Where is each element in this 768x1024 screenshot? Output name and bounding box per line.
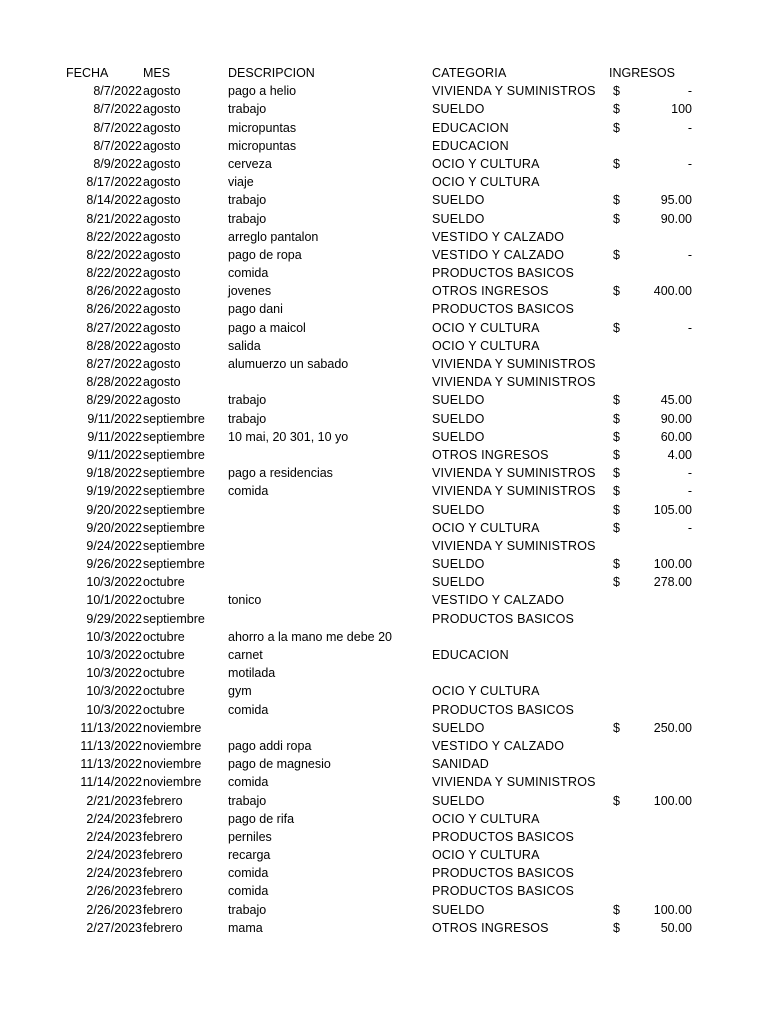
table-row [0, 137, 768, 155]
cell-ingresos[interactable]: 100.00 [653, 793, 692, 808]
cell-mes[interactable]: octubre [143, 648, 185, 662]
cell-mes[interactable]: septiembre [143, 502, 205, 517]
cell-categoria[interactable]: SUELDO [432, 429, 485, 444]
table-row [0, 555, 768, 573]
cell-mes[interactable]: agosto [143, 120, 181, 135]
cell-fecha[interactable]: 10/3/2022 [86, 702, 142, 717]
cell-categoria[interactable]: SUELDO [432, 211, 485, 226]
cell-mes[interactable]: agosto [143, 193, 181, 208]
cell-fecha[interactable]: 2/24/2023 [86, 866, 142, 881]
table-row [0, 646, 768, 664]
cell-mes[interactable]: noviembre [143, 757, 202, 772]
cell-currency[interactable]: $ [613, 247, 620, 262]
cell-descripcion[interactable]: perniles [228, 829, 272, 844]
table-row [0, 464, 768, 482]
cell-descripcion[interactable]: pago de rifa [228, 811, 295, 826]
cell-fecha[interactable]: 8/7/2022 [93, 102, 142, 117]
cell-currency[interactable]: $ [613, 720, 620, 735]
table-row [0, 882, 768, 900]
cell-categoria[interactable]: OCIO Y CULTURA [432, 338, 540, 353]
cell-mes[interactable]: octubre [143, 666, 185, 681]
cell-fecha[interactable]: 8/7/2022 [93, 84, 142, 99]
cell-currency[interactable]: $ [613, 102, 620, 117]
table-row [0, 537, 768, 555]
cell-categoria[interactable]: PRODUCTOS BASICOS [432, 302, 575, 317]
cell-mes[interactable]: septiembre [143, 538, 205, 553]
cell-ingresos[interactable]: - [687, 156, 692, 171]
cell-mes[interactable]: agosto [143, 393, 181, 408]
cell-ingresos[interactable]: 100 [671, 102, 692, 117]
cell-currency[interactable]: $ [613, 484, 620, 499]
cell-categoria[interactable]: VIVIENDA Y SUMINISTROS [432, 775, 596, 790]
cell-fecha[interactable]: 2/21/2023 [86, 793, 142, 808]
cell-categoria[interactable]: EDUCACION [432, 138, 509, 153]
cell-mes[interactable]: noviembre [143, 720, 202, 735]
cell-mes[interactable]: febrero [143, 811, 183, 826]
table-row [0, 391, 768, 409]
cell-ingresos[interactable]: 50.00 [660, 920, 692, 935]
cell-fecha[interactable]: 8/17/2022 [86, 175, 142, 190]
cell-mes[interactable]: agosto [143, 302, 181, 317]
cell-categoria[interactable]: EDUCACION [432, 648, 509, 662]
cell-fecha[interactable]: 8/7/2022 [93, 138, 142, 153]
cell-currency[interactable]: $ [613, 211, 620, 226]
cell-ingresos[interactable]: 100.00 [653, 902, 692, 917]
header-mes: MES [143, 66, 171, 80]
cell-mes[interactable]: octubre [143, 575, 185, 590]
cell-mes[interactable]: agosto [143, 156, 181, 171]
cell-categoria[interactable]: SUELDO [432, 793, 485, 808]
cell-currency[interactable]: $ [613, 84, 620, 99]
cell-categoria[interactable]: SUELDO [432, 902, 485, 917]
cell-fecha[interactable]: 8/28/2022 [86, 338, 142, 353]
cell-descripcion[interactable]: pago de magnesio [228, 757, 331, 772]
cell-descripcion[interactable]: cerveza [228, 156, 272, 171]
cell-mes[interactable]: agosto [143, 102, 181, 117]
cell-currency[interactable]: $ [613, 393, 620, 408]
table-row [0, 773, 768, 791]
cell-categoria[interactable]: VESTIDO Y CALZADO [432, 229, 565, 244]
cell-ingresos[interactable]: 95.00 [660, 193, 692, 208]
cell-categoria[interactable]: VESTIDO Y CALZADO [432, 738, 565, 753]
cell-ingresos[interactable]: - [687, 120, 692, 135]
header-categoria: CATEGORIA [432, 66, 507, 80]
cell-descripcion[interactable]: comida [228, 866, 269, 881]
cell-fecha[interactable]: 11/14/2022 [80, 775, 142, 790]
header-row [0, 64, 768, 82]
cell-currency[interactable]: $ [613, 575, 620, 590]
cell-categoria[interactable]: SUELDO [432, 502, 485, 517]
cell-descripcion[interactable]: arreglo pantalon [228, 229, 319, 244]
cell-mes[interactable]: agosto [143, 211, 181, 226]
cell-fecha[interactable]: 2/24/2023 [86, 811, 142, 826]
cell-categoria[interactable]: OCIO Y CULTURA [432, 811, 540, 826]
table-row [0, 410, 768, 428]
table-row [0, 864, 768, 882]
cell-categoria[interactable]: SUELDO [432, 720, 485, 735]
cell-currency[interactable]: $ [613, 447, 620, 462]
cell-fecha[interactable]: 8/28/2022 [86, 375, 142, 390]
cell-fecha[interactable]: 8/7/2022 [93, 120, 142, 135]
spreadsheet [0, 64, 768, 937]
cell-descripcion[interactable]: trabajo [228, 393, 267, 408]
cell-mes[interactable]: octubre [143, 629, 185, 644]
cell-categoria[interactable]: VIVIENDA Y SUMINISTROS [432, 538, 596, 553]
cell-categoria[interactable]: PRODUCTOS BASICOS [432, 702, 575, 717]
table-row [0, 337, 768, 355]
cell-categoria[interactable]: VIVIENDA Y SUMINISTROS [432, 357, 596, 371]
cell-currency[interactable]: $ [613, 320, 620, 335]
table-row [0, 701, 768, 719]
cell-fecha[interactable]: 9/20/2022 [86, 502, 142, 517]
table-row [0, 264, 768, 282]
table-row [0, 501, 768, 519]
cell-mes[interactable]: agosto [143, 266, 181, 281]
cell-fecha[interactable]: 11/13/2022 [80, 738, 142, 753]
cell-fecha[interactable]: 8/22/2022 [86, 266, 142, 281]
cell-ingresos[interactable]: - [687, 466, 692, 481]
cell-mes[interactable]: septiembre [143, 520, 205, 535]
cell-fecha[interactable]: 10/3/2022 [86, 575, 142, 590]
cell-descripcion[interactable]: comida [228, 775, 269, 790]
cell-fecha[interactable]: 8/27/2022 [86, 320, 142, 335]
cell-fecha[interactable]: 8/26/2022 [86, 302, 142, 317]
cell-descripcion[interactable]: 10 mai, 20 301, 10 yo [228, 429, 349, 444]
cell-currency[interactable]: $ [613, 793, 620, 808]
cell-fecha[interactable]: 9/11/2022 [87, 447, 142, 462]
cell-categoria[interactable]: OCIO Y CULTURA [432, 320, 540, 335]
table-row [0, 919, 768, 937]
cell-mes[interactable]: febrero [143, 848, 183, 863]
table-row [0, 173, 768, 191]
header-descripcion: DESCRIPCION [228, 66, 315, 80]
table-row [0, 591, 768, 609]
cell-currency[interactable]: $ [613, 466, 620, 481]
cell-ingresos[interactable]: - [687, 247, 692, 262]
cell-descripcion[interactable]: pago de ropa [228, 247, 302, 262]
cell-ingresos[interactable]: 105.00 [653, 502, 692, 517]
cell-descripcion[interactable]: alumuerzo un sabado [228, 357, 349, 371]
table-row [0, 610, 768, 628]
cell-descripcion[interactable]: micropuntas [228, 138, 297, 153]
table-body [0, 82, 768, 937]
cell-descripcion[interactable]: trabajo [228, 193, 267, 208]
cell-categoria[interactable]: PRODUCTOS BASICOS [432, 866, 575, 881]
cell-categoria[interactable]: SUELDO [432, 393, 485, 408]
cell-descripcion[interactable]: comida [228, 884, 269, 899]
cell-fecha[interactable]: 11/13/2022 [80, 720, 142, 735]
cell-mes[interactable]: octubre [143, 684, 185, 699]
table-row [0, 810, 768, 828]
cell-mes[interactable]: agosto [143, 320, 181, 335]
cell-descripcion[interactable]: comida [228, 484, 269, 499]
cell-ingresos[interactable]: - [687, 84, 692, 99]
table-row [0, 482, 768, 500]
cell-fecha[interactable]: 9/11/2022 [87, 429, 142, 444]
cell-mes[interactable]: octubre [143, 593, 185, 608]
cell-currency[interactable]: $ [613, 920, 620, 935]
table-row [0, 446, 768, 464]
cell-categoria[interactable]: OTROS INGRESOS [432, 920, 549, 935]
cell-ingresos[interactable]: 250.00 [653, 720, 692, 735]
cell-mes[interactable]: febrero [143, 866, 183, 881]
cell-categoria[interactable]: PRODUCTOS BASICOS [432, 611, 575, 626]
cell-currency[interactable]: $ [613, 284, 620, 299]
table-row [0, 664, 768, 682]
cell-fecha[interactable]: 10/3/2022 [86, 629, 142, 644]
cell-descripcion[interactable]: trabajo [228, 902, 267, 917]
cell-categoria[interactable]: OCIO Y CULTURA [432, 848, 540, 863]
cell-descripcion[interactable]: trabajo [228, 211, 267, 226]
cell-descripcion[interactable]: pago a residencias [228, 466, 333, 481]
cell-descripcion[interactable]: tonico [228, 593, 262, 608]
cell-categoria[interactable]: EDUCACION [432, 120, 509, 135]
cell-mes[interactable]: septiembre [143, 557, 205, 572]
cell-descripcion[interactable]: comida [228, 702, 269, 717]
table-row [0, 100, 768, 118]
cell-categoria[interactable]: SUELDO [432, 102, 485, 117]
cell-mes[interactable]: agosto [143, 138, 181, 153]
cell-categoria[interactable]: VIVIENDA Y SUMINISTROS [432, 484, 596, 499]
table-row [0, 573, 768, 591]
cell-ingresos[interactable]: 60.00 [660, 429, 692, 444]
cell-descripcion[interactable]: salida [228, 338, 261, 353]
cell-categoria[interactable]: VESTIDO Y CALZADO [432, 593, 565, 608]
cell-descripcion[interactable]: micropuntas [228, 120, 297, 135]
cell-fecha[interactable]: 8/9/2022 [93, 156, 142, 171]
table-row [0, 628, 768, 646]
cell-categoria[interactable]: SUELDO [432, 575, 485, 590]
table-row [0, 519, 768, 537]
cell-currency[interactable]: $ [613, 120, 620, 135]
table-row [0, 155, 768, 173]
cell-fecha[interactable]: 9/26/2022 [86, 557, 142, 572]
cell-descripcion[interactable]: gym [228, 684, 252, 699]
cell-mes[interactable]: septiembre [143, 411, 205, 426]
table-row [0, 737, 768, 755]
cell-categoria[interactable]: SUELDO [432, 411, 485, 426]
cell-categoria[interactable]: OTROS INGRESOS [432, 284, 549, 299]
table-row [0, 428, 768, 446]
cell-ingresos[interactable]: - [687, 320, 692, 335]
cell-fecha[interactable]: 2/24/2023 [86, 848, 142, 863]
cell-descripcion[interactable]: pago a helio [228, 84, 297, 99]
cell-descripcion[interactable]: mama [228, 920, 263, 935]
cell-descripcion[interactable]: viaje [228, 175, 254, 190]
cell-fecha[interactable]: 11/13/2022 [80, 757, 142, 772]
table-row [0, 246, 768, 264]
table-row [0, 373, 768, 391]
cell-ingresos[interactable]: 100.00 [653, 557, 692, 572]
cell-mes[interactable]: agosto [143, 247, 181, 262]
cell-fecha[interactable]: 10/3/2022 [86, 684, 142, 699]
cell-fecha[interactable]: 9/11/2022 [87, 411, 142, 426]
cell-mes[interactable]: agosto [143, 175, 181, 190]
cell-fecha[interactable]: 8/22/2022 [86, 247, 142, 262]
cell-categoria[interactable]: OCIO Y CULTURA [432, 520, 540, 535]
table-row [0, 719, 768, 737]
cell-categoria[interactable]: PRODUCTOS BASICOS [432, 829, 575, 844]
cell-mes[interactable]: septiembre [143, 447, 205, 462]
cell-categoria[interactable]: PRODUCTOS BASICOS [432, 884, 575, 899]
cell-mes[interactable]: agosto [143, 357, 181, 371]
cell-descripcion[interactable]: comida [228, 266, 269, 281]
cell-categoria[interactable]: SUELDO [432, 557, 485, 572]
cell-categoria[interactable]: VIVIENDA Y SUMINISTROS [432, 375, 596, 390]
table-row [0, 210, 768, 228]
cell-mes[interactable]: agosto [143, 284, 181, 299]
cell-ingresos[interactable]: - [687, 484, 692, 499]
table-row [0, 300, 768, 318]
cell-currency[interactable]: $ [613, 193, 620, 208]
cell-categoria[interactable]: VIVIENDA Y SUMINISTROS [432, 466, 596, 481]
cell-categoria[interactable]: PRODUCTOS BASICOS [432, 266, 575, 281]
cell-ingresos[interactable]: 90.00 [660, 411, 692, 426]
table-row [0, 191, 768, 209]
cell-categoria[interactable]: VESTIDO Y CALZADO [432, 247, 565, 262]
cell-descripcion[interactable]: carnet [228, 648, 263, 662]
cell-descripcion[interactable]: motilada [228, 666, 276, 681]
cell-descripcion[interactable]: trabajo [228, 102, 267, 117]
cell-fecha[interactable]: 9/18/2022 [86, 466, 142, 481]
cell-mes[interactable]: septiembre [143, 611, 205, 626]
cell-mes[interactable]: septiembre [143, 466, 205, 481]
table-row [0, 792, 768, 810]
cell-categoria[interactable]: SUELDO [432, 193, 485, 208]
cell-descripcion[interactable]: pago a maicol [228, 320, 306, 335]
table-row [0, 319, 768, 337]
cell-fecha[interactable]: 2/26/2023 [86, 902, 142, 917]
table-row [0, 755, 768, 773]
cell-fecha[interactable]: 9/19/2022 [86, 484, 142, 499]
table-row [0, 828, 768, 846]
cell-mes[interactable]: febrero [143, 902, 183, 917]
cell-mes[interactable]: noviembre [143, 738, 202, 753]
cell-descripcion[interactable]: trabajo [228, 411, 267, 426]
cell-mes[interactable]: febrero [143, 884, 183, 899]
cell-ingresos[interactable]: 400.00 [653, 284, 692, 299]
cell-currency[interactable]: $ [613, 411, 620, 426]
cell-categoria[interactable]: VIVIENDA Y SUMINISTROS [432, 84, 596, 99]
cell-fecha[interactable]: 10/1/2022 [86, 593, 142, 608]
cell-mes[interactable]: agosto [143, 84, 181, 99]
cell-currency[interactable]: $ [613, 557, 620, 572]
cell-categoria[interactable]: OCIO Y CULTURA [432, 684, 540, 699]
cell-descripcion[interactable]: pago addi ropa [228, 738, 312, 753]
cell-categoria[interactable]: OCIO Y CULTURA [432, 156, 540, 171]
cell-fecha[interactable]: 10/3/2022 [86, 648, 142, 662]
cell-descripcion[interactable]: recarga [228, 848, 271, 863]
cell-fecha[interactable]: 8/21/2022 [86, 211, 142, 226]
cell-categoria[interactable]: OCIO Y CULTURA [432, 175, 540, 190]
cell-fecha[interactable]: 2/24/2023 [86, 829, 142, 844]
cell-mes[interactable]: agosto [143, 229, 181, 244]
header-fecha: FECHA [66, 66, 109, 80]
cell-ingresos[interactable]: 4.00 [667, 447, 692, 462]
table-row [0, 119, 768, 137]
cell-mes[interactable]: noviembre [143, 775, 202, 790]
cell-fecha[interactable]: 10/3/2022 [86, 666, 142, 681]
table-row [0, 355, 768, 373]
cell-currency[interactable]: $ [613, 520, 620, 535]
cell-currency[interactable]: $ [613, 156, 620, 171]
cell-fecha[interactable]: 2/26/2023 [86, 884, 142, 899]
cell-categoria[interactable]: OTROS INGRESOS [432, 447, 549, 462]
cell-currency[interactable]: $ [613, 429, 620, 444]
table-row [0, 82, 768, 100]
cell-mes[interactable]: octubre [143, 702, 185, 717]
cell-fecha[interactable]: 8/26/2022 [86, 284, 142, 299]
table-row [0, 282, 768, 300]
cell-mes[interactable]: febrero [143, 793, 183, 808]
cell-ingresos[interactable]: 278.00 [653, 575, 692, 590]
table-row [0, 846, 768, 864]
cell-ingresos[interactable]: 45.00 [660, 393, 692, 408]
cell-fecha[interactable]: 8/27/2022 [86, 357, 142, 371]
cell-ingresos[interactable]: 90.00 [660, 211, 692, 226]
table-row [0, 228, 768, 246]
cell-mes[interactable]: agosto [143, 375, 181, 390]
cell-descripcion[interactable]: jovenes [228, 284, 272, 299]
header-ingresos: INGRESOS [609, 66, 675, 80]
cell-descripcion[interactable]: ahorro a la mano me debe 20 [228, 629, 392, 644]
cell-fecha[interactable]: 8/22/2022 [86, 229, 142, 244]
cell-ingresos[interactable]: - [687, 520, 692, 535]
cell-fecha[interactable]: 2/27/2023 [86, 920, 142, 935]
cell-currency[interactable]: $ [613, 502, 620, 517]
cell-mes[interactable]: agosto [143, 338, 181, 353]
cell-fecha[interactable]: 8/14/2022 [86, 193, 142, 208]
cell-descripcion[interactable]: trabajo [228, 793, 267, 808]
cell-mes[interactable]: febrero [143, 920, 183, 935]
cell-mes[interactable]: septiembre [143, 484, 205, 499]
cell-descripcion[interactable]: pago dani [228, 302, 283, 317]
table-row [0, 901, 768, 919]
cell-fecha[interactable]: 9/24/2022 [86, 538, 142, 553]
cell-mes[interactable]: septiembre [143, 429, 205, 444]
cell-categoria[interactable]: SANIDAD [432, 757, 489, 772]
table-row [0, 682, 768, 700]
cell-currency[interactable]: $ [613, 902, 620, 917]
cell-mes[interactable]: febrero [143, 829, 183, 844]
cell-fecha[interactable]: 9/29/2022 [86, 611, 142, 626]
cell-fecha[interactable]: 9/20/2022 [86, 520, 142, 535]
cell-fecha[interactable]: 8/29/2022 [86, 393, 142, 408]
